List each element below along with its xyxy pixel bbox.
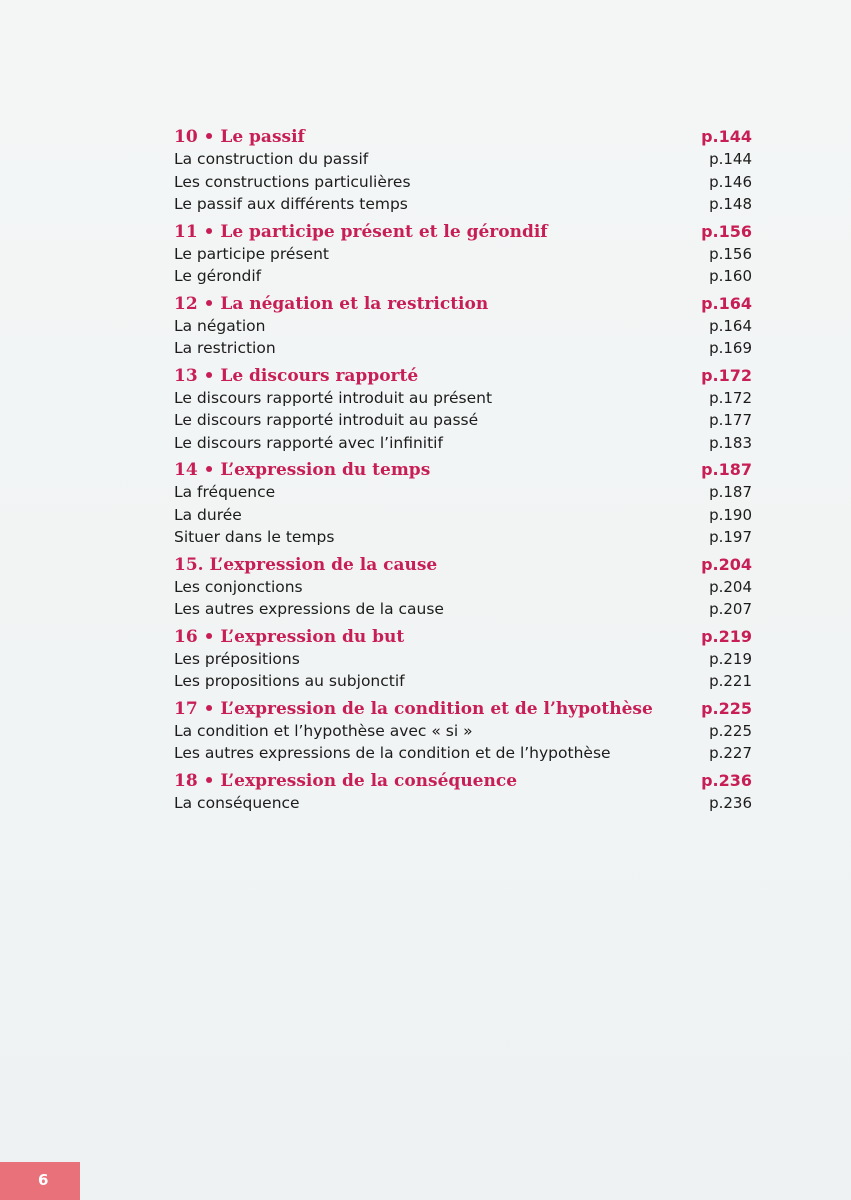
toc-entry[interactable]: [174, 434, 752, 457]
chapter-heading[interactable]: [174, 555, 752, 578]
chapter-heading[interactable]: [174, 771, 752, 794]
entry-page-number: p.177: [709, 411, 752, 429]
entry-label: Les conjonctions: [174, 577, 303, 596]
toc-entry[interactable]: [174, 794, 752, 817]
entry-page-number: p.187: [709, 483, 752, 501]
chapter-page-number: p.219: [701, 626, 752, 646]
chapter-heading[interactable]: [174, 366, 752, 389]
entry-page-number: p.172: [709, 388, 752, 407]
entry-page-number: p.221: [709, 672, 752, 690]
toc-section-17: [174, 699, 752, 767]
entry-label: Les autres expressions de la condition et de l’hypothèse: [174, 744, 611, 762]
toc-entry[interactable]: [174, 744, 752, 767]
entry-page-number: p.207: [709, 600, 752, 618]
entry-label: Situer dans le temps: [174, 528, 335, 546]
entry-page-number: p.160: [709, 267, 752, 285]
entry-label: La restriction: [174, 339, 276, 357]
chapter-heading[interactable]: [174, 699, 752, 722]
entry-label: Le participe présent: [174, 244, 329, 263]
toc-entry[interactable]: [174, 483, 752, 506]
toc-section-16: [174, 627, 752, 695]
toc-entry[interactable]: [174, 150, 752, 173]
toc-section-10: [174, 127, 752, 218]
entry-label: La négation: [174, 316, 266, 335]
chapter-title: 16 • L’expression du but: [174, 626, 405, 647]
chapter-title: 13 • Le discours rapporté: [174, 365, 419, 386]
entry-page-number: p.225: [709, 721, 752, 740]
toc-entry[interactable]: [174, 245, 752, 268]
entry-label: Les autres expressions de la cause: [174, 600, 444, 618]
page-number: 6: [38, 1171, 49, 1189]
toc-section-14: [174, 460, 752, 551]
chapter-page-number: p.144: [701, 127, 752, 146]
entry-page-number: p.190: [709, 505, 752, 524]
chapter-title: 15. L’expression de la cause: [174, 554, 438, 575]
chapter-page-number: p.225: [701, 698, 752, 718]
chapter-title: 10 • Le passif: [174, 127, 305, 147]
chapter-page-number: p.236: [701, 770, 752, 790]
chapter-heading[interactable]: [174, 460, 752, 483]
toc-entry[interactable]: [174, 506, 752, 529]
toc-entry[interactable]: [174, 600, 752, 623]
chapter-title: 11 • Le participe présent et le gérondif: [174, 221, 548, 242]
entry-label: La durée: [174, 505, 242, 524]
toc-section-13: [174, 366, 752, 457]
entry-label: Le gérondif: [174, 267, 262, 285]
entry-page-number: p.144: [709, 150, 752, 168]
entry-page-number: p.236: [709, 793, 752, 812]
chapter-page-number: p.187: [701, 460, 752, 479]
entry-page-number: p.164: [709, 316, 752, 335]
chapter-heading[interactable]: [174, 294, 752, 317]
chapter-title: 14 • L’expression du temps: [174, 460, 431, 480]
entry-label: La condition et l’hypothèse avec « si »: [174, 721, 473, 740]
chapter-heading[interactable]: [174, 627, 752, 650]
toc-entry[interactable]: [174, 173, 752, 196]
toc-entry[interactable]: [174, 389, 752, 412]
chapter-page-number: p.204: [701, 554, 752, 574]
toc-section-12: [174, 294, 752, 362]
toc-entry[interactable]: [174, 528, 752, 551]
chapter-page-number: p.156: [701, 221, 752, 241]
entry-page-number: p.183: [709, 433, 752, 452]
chapter-title: 18 • L’expression de la conséquence: [174, 770, 518, 791]
toc-entry[interactable]: [174, 672, 752, 695]
entry-label: La fréquence: [174, 483, 276, 501]
entry-page-number: p.148: [709, 195, 752, 213]
entry-label: La conséquence: [174, 793, 300, 812]
toc-section-11: [174, 222, 752, 290]
chapter-title: 12 • La négation et la restriction: [174, 293, 489, 314]
toc-entry[interactable]: [174, 317, 752, 340]
entry-page-number: p.169: [709, 339, 752, 357]
entry-label: Les prépositions: [174, 649, 300, 668]
toc-entry[interactable]: [174, 195, 752, 218]
entry-label: Le discours rapporté avec l’infinitif: [174, 433, 443, 452]
entry-label: La construction du passif: [174, 150, 369, 168]
chapter-page-number: p.172: [701, 365, 752, 385]
chapter-page-number: p.164: [701, 293, 752, 313]
toc-section-15: [174, 555, 752, 623]
entry-label: Le discours rapporté introduit au présent: [174, 388, 493, 407]
toc-entry[interactable]: [174, 722, 752, 745]
entry-label: Le discours rapporté introduit au passé: [174, 411, 479, 429]
toc-entry[interactable]: [174, 339, 752, 362]
entry-label: Le passif aux différents temps: [174, 195, 408, 213]
chapter-heading[interactable]: [174, 127, 752, 150]
entry-page-number: p.204: [709, 577, 752, 596]
toc-section-18: [174, 771, 752, 817]
entry-page-number: p.146: [709, 172, 752, 191]
toc-entry[interactable]: [174, 578, 752, 601]
toc-entry[interactable]: [174, 411, 752, 434]
chapter-heading[interactable]: [174, 222, 752, 245]
table-of-contents: [174, 127, 752, 816]
page-number-tab: [0, 1162, 80, 1200]
toc-entry[interactable]: [174, 267, 752, 290]
entry-page-number: p.156: [709, 244, 752, 263]
chapter-title: 17 • L’expression de la condition et de l’hypothèse: [174, 698, 653, 719]
entry-label: Les constructions particulières: [174, 172, 411, 191]
entry-page-number: p.197: [709, 528, 752, 546]
toc-entry[interactable]: [174, 650, 752, 673]
entry-label: Les propositions au subjonctif: [174, 672, 405, 690]
entry-page-number: p.219: [709, 649, 752, 668]
entry-page-number: p.227: [709, 744, 752, 762]
